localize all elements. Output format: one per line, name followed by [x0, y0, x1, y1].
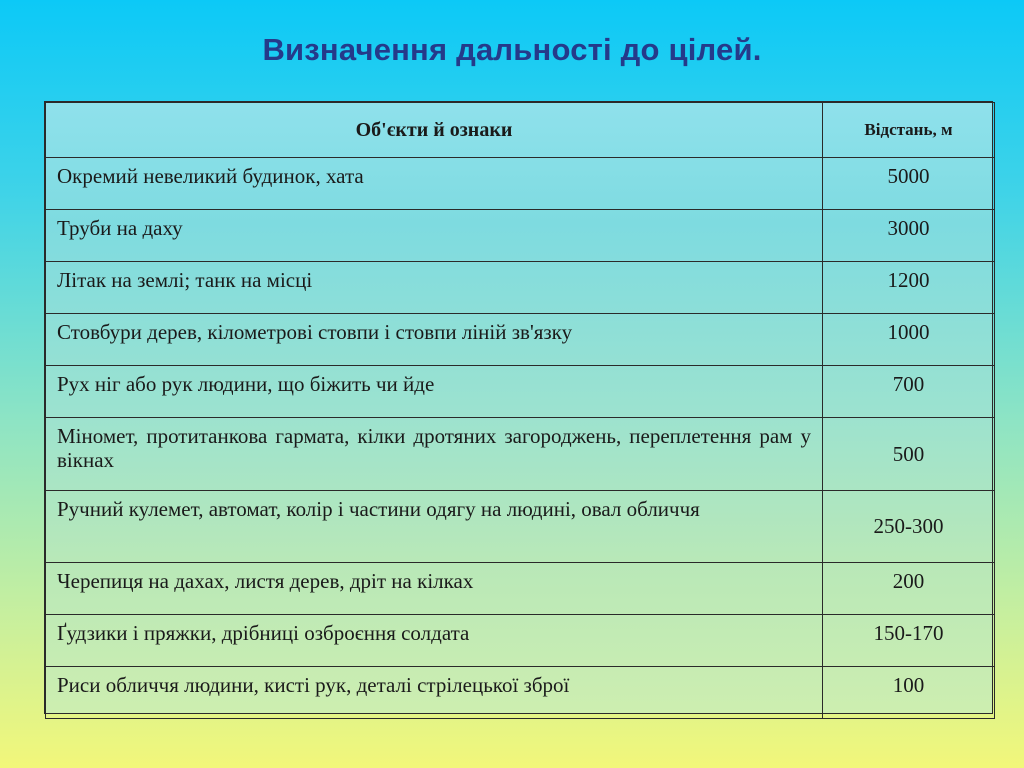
object-cell: Рух ніг або рук людини, що біжить чи йде: [46, 366, 823, 418]
object-cell: Стовбури дерев, кілометрові стовпи і стовпи ліній зв'язку: [46, 314, 823, 366]
table-row: [46, 366, 995, 418]
header-objects: Об'єкти й ознаки: [46, 103, 823, 158]
object-cell: Ґудзики і пряжки, дрібниці озброєння солдата: [46, 615, 823, 667]
object-cell: Черепиця на дахах, листя дерев, дріт на кілках: [46, 563, 823, 615]
distance-table: [45, 102, 995, 719]
table-row: [46, 491, 995, 563]
distance-cell: 1000: [823, 314, 995, 366]
distance-cell: 250-300: [823, 491, 995, 563]
distance-cell: 1200: [823, 262, 995, 314]
table-row: [46, 262, 995, 314]
object-cell: Риси обличчя людини, кисті рук, деталі стрілецької зброї: [46, 667, 823, 719]
distance-cell: 5000: [823, 158, 995, 210]
distance-cell: 100: [823, 667, 995, 719]
table-row: [46, 563, 995, 615]
object-cell: Ручний кулемет, автомат, колір і частини одягу на людині, овал обличчя: [46, 491, 823, 563]
table-row: [46, 158, 995, 210]
object-cell: Труби на даху: [46, 210, 823, 262]
table-row: [46, 615, 995, 667]
distance-cell: 500: [823, 418, 995, 491]
header-distance: Відстань, м: [823, 103, 995, 158]
slide-title: Визначення дальності до цілей.: [262, 32, 762, 67]
distance-cell: 200: [823, 563, 995, 615]
distance-cell: 700: [823, 366, 995, 418]
distance-table-container: [44, 101, 993, 714]
object-cell: Міномет, протитанкова гармата, кілки дротяних загороджень, переплетення рам у вікнах: [46, 418, 823, 491]
distance-cell: 3000: [823, 210, 995, 262]
table-row: [46, 667, 995, 719]
table-row: [46, 418, 995, 491]
object-cell: Літак на землі; танк на місці: [46, 262, 823, 314]
object-cell: Окремий невеликий будинок, хата: [46, 158, 823, 210]
table-row: [46, 314, 995, 366]
table-row: [46, 210, 995, 262]
table-header-row: [46, 103, 995, 158]
distance-cell: 150-170: [823, 615, 995, 667]
